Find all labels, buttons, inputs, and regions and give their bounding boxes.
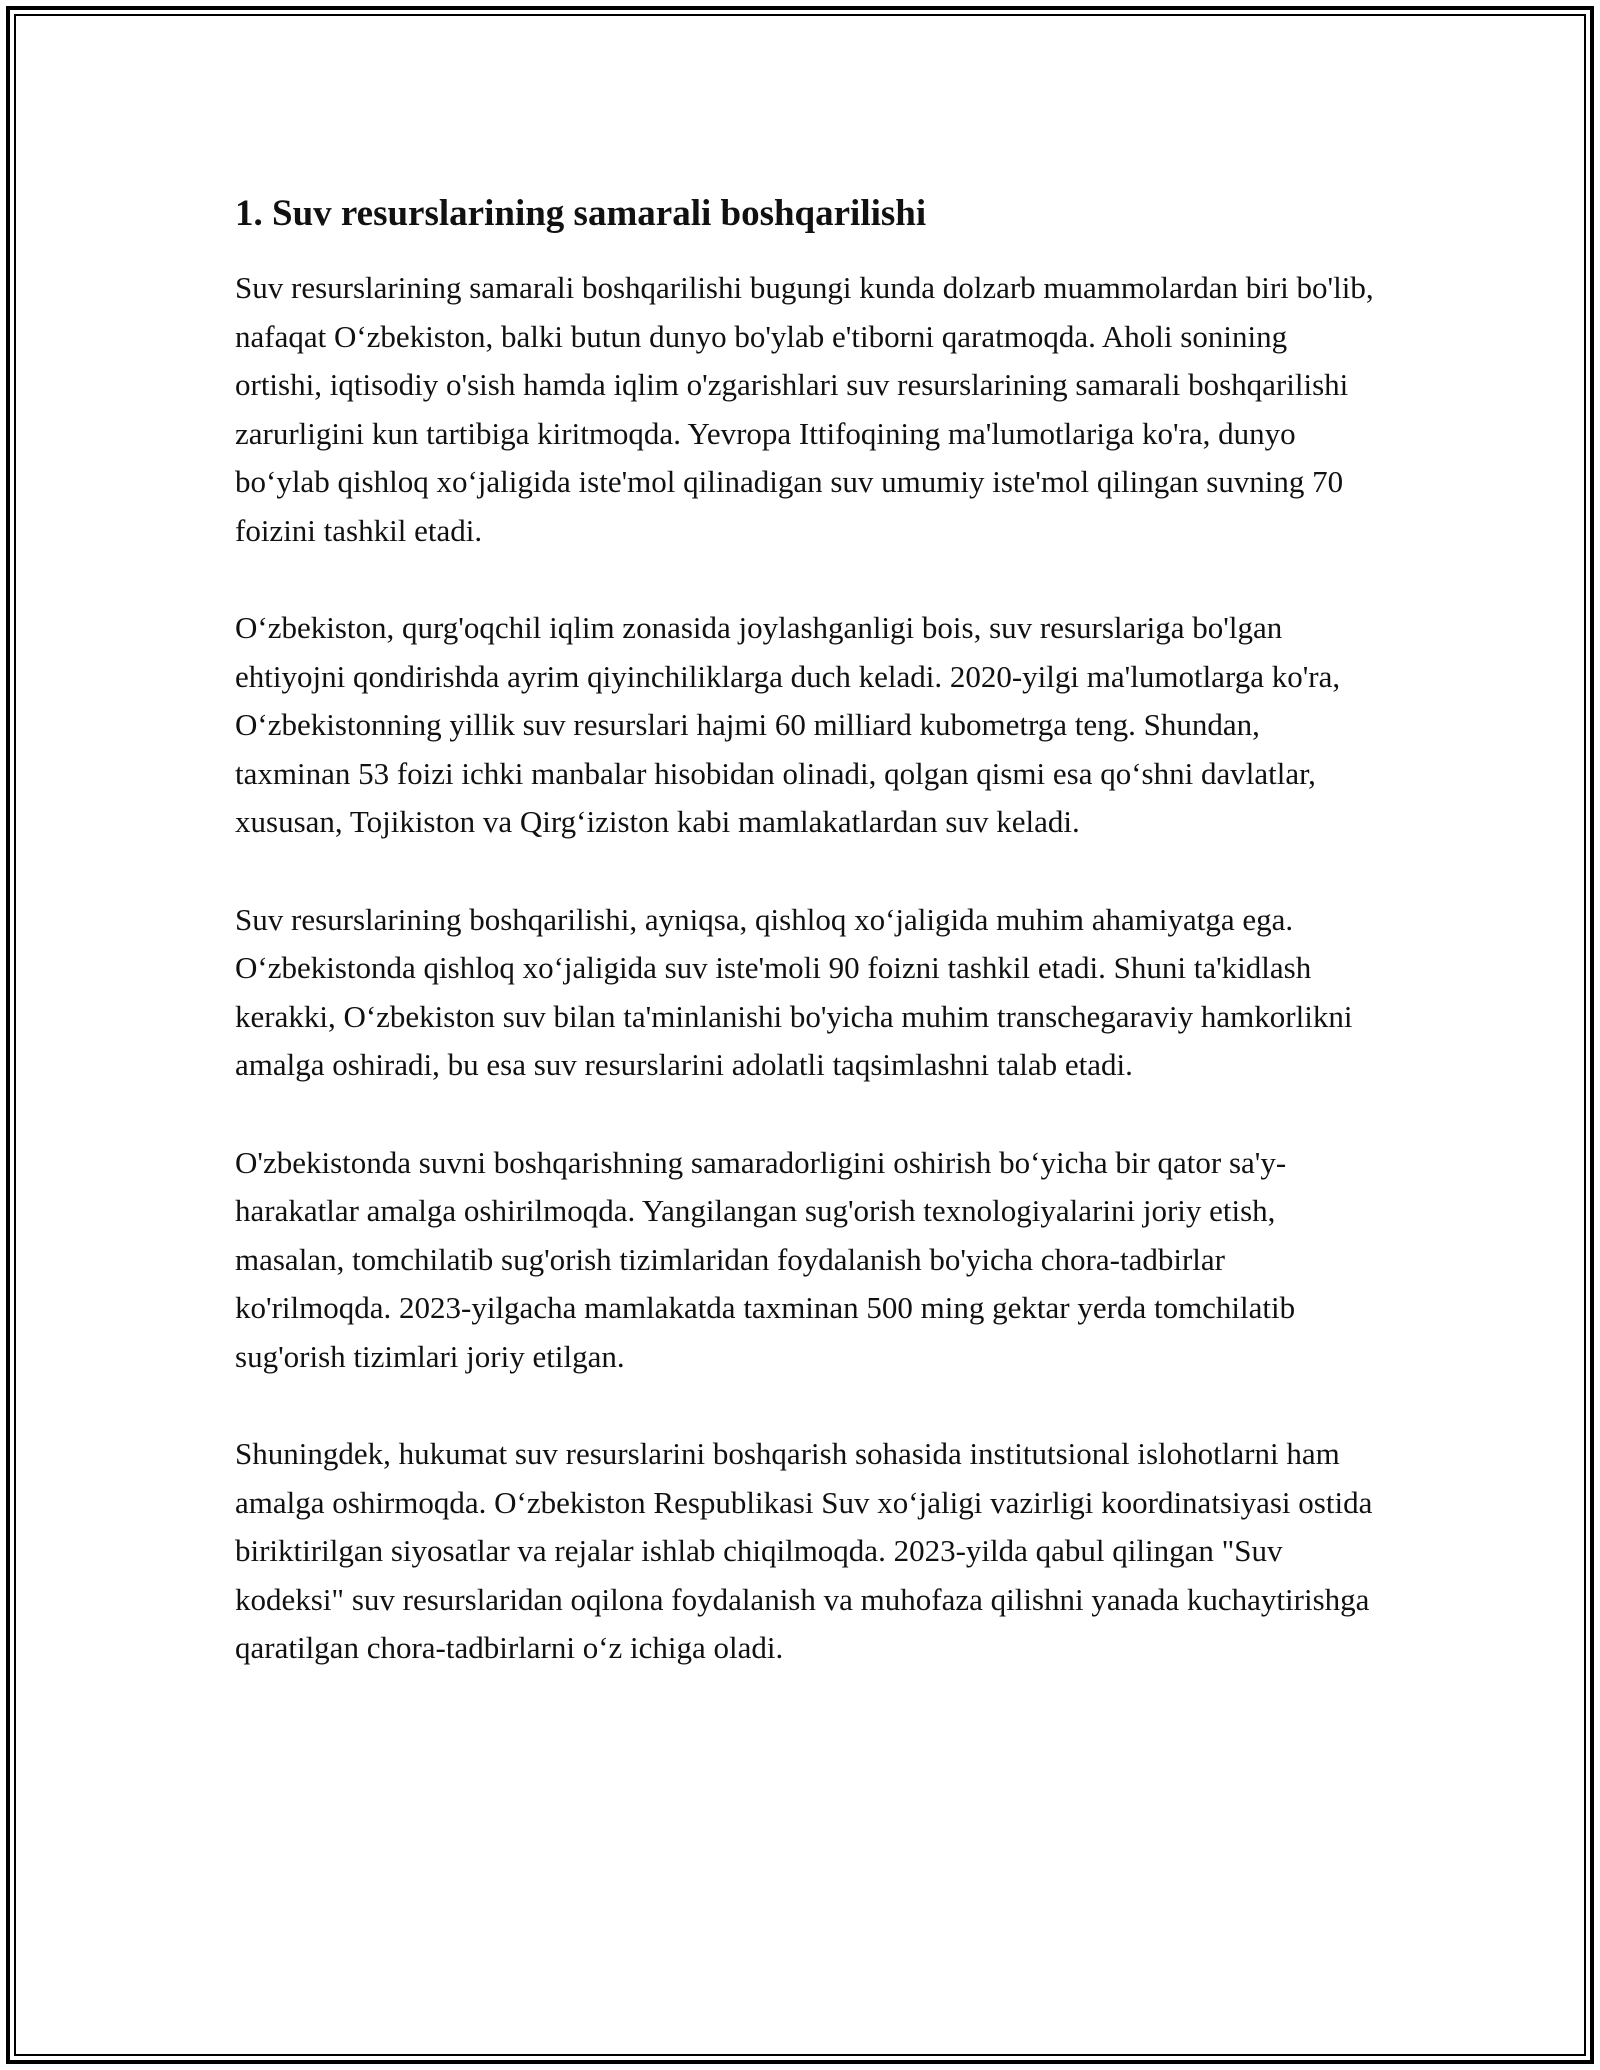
paragraph-5: Shuningdek, hukumat suv resurslarini boshqarish sohasida institutsional islohotlarni ham amalga oshirmoqda. O‘zbekiston Respublikasi Suv xo‘jaligi vazirligi koordinatsiyasi ostida biriktirilgan siyosatlar va rejalar ishlab chiqilmoqda. 2023-yilda qabul qilingan "Suv kodeksi" suv resurslaridan oqilona foydalanish va muhofaza qilishni yanada kuchaytirishga qaratilgan chora-tadbirlarni o‘z ichiga oladi. — [235, 1436, 1373, 1665]
paragraph-4: O'zbekistonda suvni boshqarishning samaradorligini oshirish bo‘yicha bir qator sa'y-harakatlar amalga oshirilmoqda. Yangilangan sug'orish texnologiyalarini joriy etish, masalan, tomchilatib sug'orish tizimlaridan foydalanish bo'yicha chora-tadbirlar ko'rilmoqda. 2023-yilgacha mamlakatda taxminan 500 ming gektar yerda tomchilatib sug'orish tizimlari joriy etilgan. — [235, 1144, 1296, 1374]
paragraph-2: O‘zbekiston, qurg'oqchil iqlim zonasida joylashganligi bois, suv resurslariga bo'lgan ehtiyojni qondirishda ayrim qiyinchiliklarga duch keladi. 2020-yilgi ma'lumotlarga ko'ra, O‘zbekistonning yillik suv resurslari hajmi 60 milliard kubometrga teng. Shundan, taxminan 53 foizi ichki manbalar hisobidan olinadi, qolgan qismi esa qo‘shni davlatlar, xususan, Tojikiston va Qirg‘iziston kabi mamlakatlardan suv keladi. — [235, 610, 1341, 839]
section-heading: 1. Suv resurslarining samarali boshqarilishi — [235, 193, 927, 234]
paragraph-1: Suv resurslarining samarali boshqarilishi bugungi kunda dolzarb muammolardan biri bo'lib, nafaqat O‘zbekiston, balki butun dunyo bo'ylab e'tiborni qaratmoqda. Aholi sonining ortishi, iqtisodiy o'sish hamda iqlim o'zgarishlari suv resurslarining samarali boshqarilishi zarurligini kun tartibiga kiritmoqda. Yevropa Ittifoqining ma'lumotlariga ko'ra, dunyo bo‘ylab qishloq xo‘jaligida iste'mol qilinadigan suv umumiy iste'mol qilingan suvning 70 foizini tashkil etadi. — [235, 270, 1374, 548]
paragraph-3: Suv resurslarining boshqarilishi, ayniqsa, qishloq xo‘jaligida muhim ahamiyatga ega. O‘zbekistonda qishloq xo‘jaligida suv iste'moli 90 foizni tashkil etadi. Shuni ta'kidlash kerakki, O‘zbekiston suv bilan ta'minlanishi bo'yicha muhim transchegaraviy hamkorlikni amalga oshiradi, bu esa suv resurslarini adolatli taqsimlashni talab etadi. — [235, 901, 1353, 1082]
document-body — [235, 186, 1375, 1673]
